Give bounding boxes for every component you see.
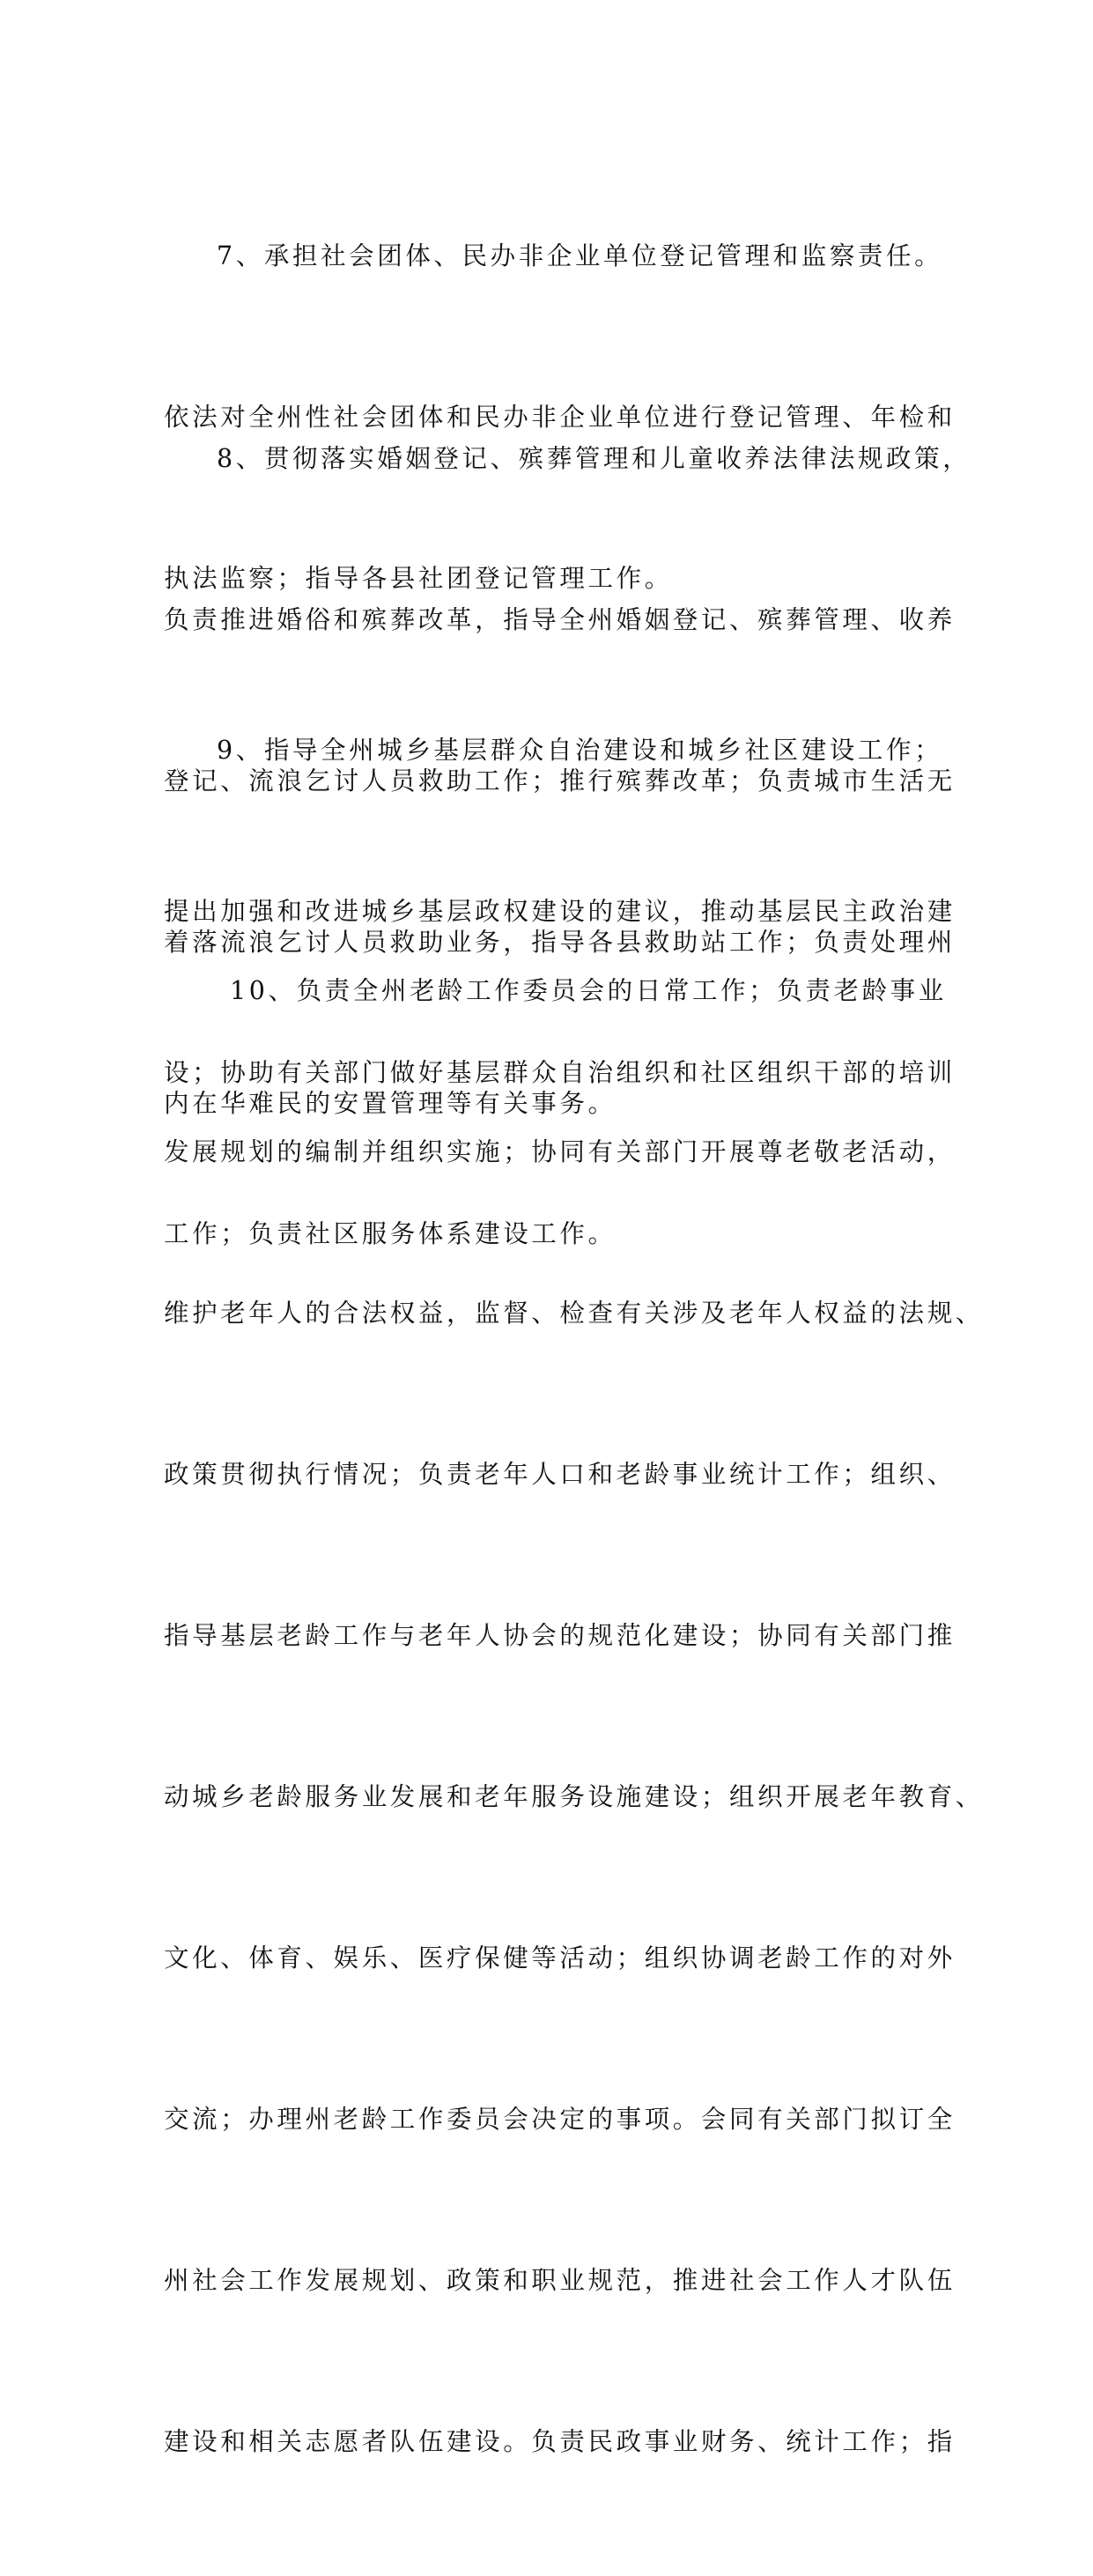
paragraph-line: 9、指导全州城乡基层群众自治建设和城乡社区建设工作；: [217, 736, 943, 765]
paragraph-line: 工作；负责社区服务体系建设工作。: [164, 1219, 617, 1248]
paragraph-line: 7、承担社会团体、民办非企业单位登记管理和监察责任。: [217, 241, 943, 270]
paragraph-line: 设；协助有关部门做好基层群众自治组织和社区组织干部的培训: [164, 1058, 956, 1087]
paragraph-line: 负责推进婚俗和殡葬改革，指导全州婚姻登记、殡葬管理、收养: [164, 605, 956, 634]
paragraph-line: 执法监察；指导各县社团登记管理工作。: [164, 564, 673, 593]
paragraph-line: 文化、体育、娱乐、医疗保健等活动；组织协调老龄工作的对外: [164, 1943, 956, 1973]
paragraph-line: 州社会工作发展规划、政策和职业规范，推进社会工作人才队伍: [164, 2266, 956, 2295]
paragraph-line: 内在华难民的安置管理等有关事务。: [164, 1089, 617, 1118]
paragraph-line: 建设和相关志愿者队伍建设。负责民政事业财务、统计工作；指: [164, 2427, 956, 2456]
paragraph-line: 依法对全州性社会团体和民办非企业单位进行登记管理、年检和: [164, 403, 956, 432]
paragraph-line: 政策贯彻执行情况；负责老年人口和老龄事业统计工作；组织、: [164, 1460, 956, 1489]
paragraph-line: 交流；办理州老龄工作委员会决定的事项。会同有关部门拟订全: [164, 2105, 956, 2134]
paragraph-line: 8、贯彻落实婚姻登记、殡葬管理和儿童收养法律法规政策，: [217, 444, 971, 473]
paragraph-line: 维护老年人的合法权益，监督、检查有关涉及老年人权益的法规、: [164, 1299, 984, 1328]
paragraph-10: [164, 856, 984, 2576]
paragraph-line: 动城乡老龄服务业发展和老年服务设施建设；组织开展老年教育、: [164, 1782, 984, 1811]
paragraph-line: 提出加强和改进城乡基层政权建设的建议，推动基层民主政治建: [164, 897, 956, 926]
paragraph-line: 10、负责全州老龄工作委员会的日常工作；负责老龄事业: [230, 976, 947, 1005]
paragraph-line: 指导基层老龄工作与老年人协会的规范化建设；协同有关部门推: [164, 1621, 956, 1650]
paragraph-line: 着落流浪乞讨人员救助业务，指导各县救助站工作；负责处理州: [164, 928, 956, 957]
paragraph-line: 发展规划的编制并组织实施；协同有关部门开展尊老敬老活动，: [164, 1137, 956, 1166]
paragraph-line: 登记、流浪乞讨人员救助工作；推行殡葬改革；负责城市生活无: [164, 766, 956, 796]
